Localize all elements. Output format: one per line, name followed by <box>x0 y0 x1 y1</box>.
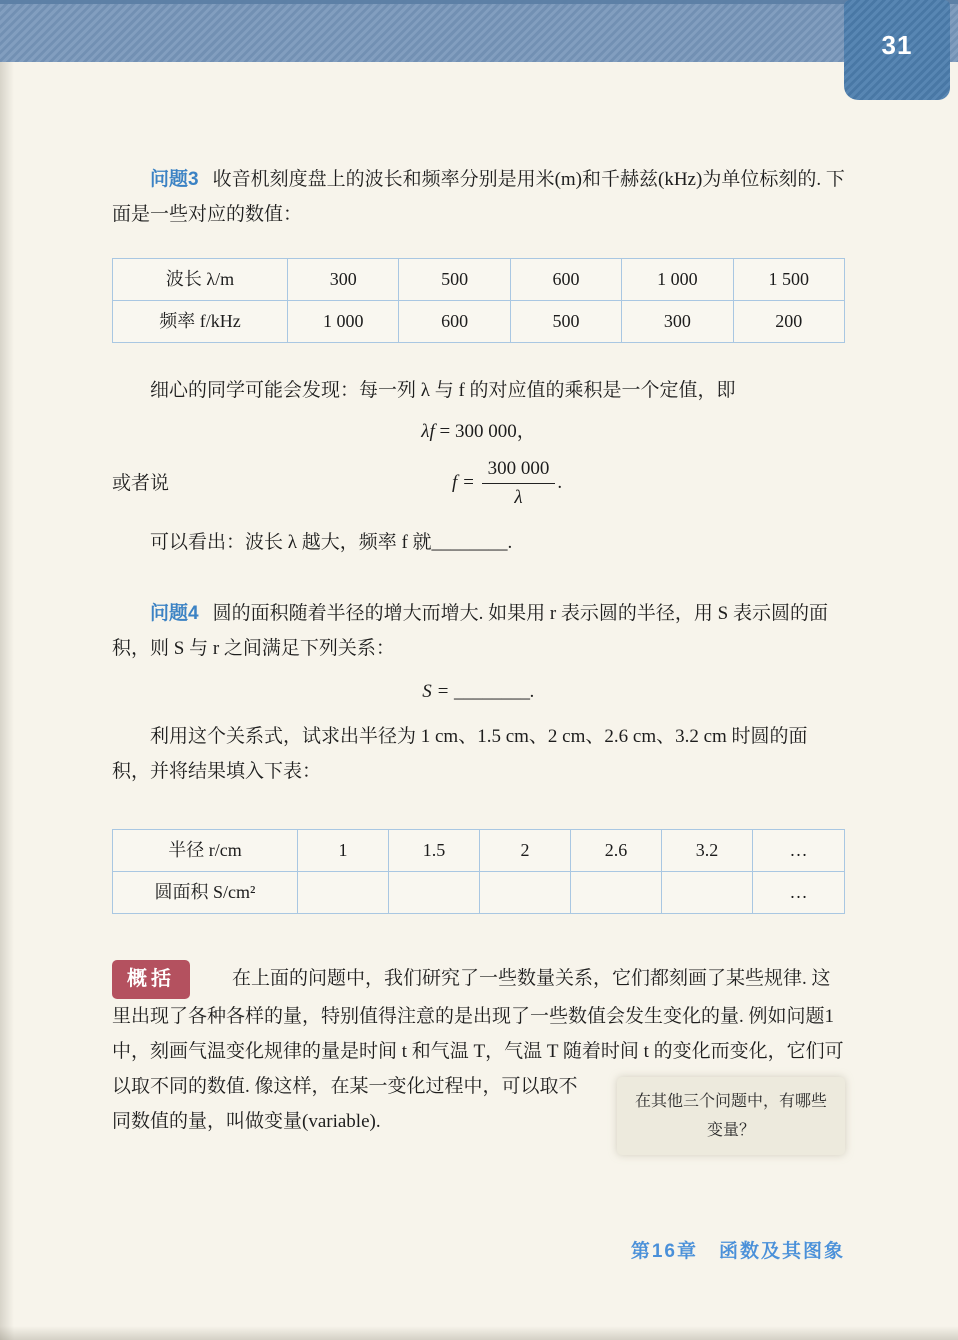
row-header-area: 圆面积 S/cm² <box>113 872 298 914</box>
summary-badge: 概括 <box>112 960 190 999</box>
table-cell: 600 <box>510 259 621 301</box>
formula-variables: λf <box>421 421 435 442</box>
table-cell: 1 <box>298 830 389 872</box>
table-cell: 1 500 <box>733 259 844 301</box>
page-number: 31 <box>881 30 913 60</box>
table-row <box>113 872 845 914</box>
summary-text-1: 在上面的问题中，我们研究了一些数量关系，它们都刻画了某些规律. 这里出现了各种各样的量，特别值得注意的是出现了一些数值会发生变化的量. 例如问题1中，刻画气温变化规律的量是时间 t 和气温 T，气温 T 随着时间 t 的变化而变化，它们可以取不同的 <box>112 967 844 1097</box>
problem3-label: 问题3 <box>150 169 199 190</box>
table-cell: 500 <box>510 301 621 343</box>
observation-text: 细心的同学可能会发现：每一列 λ 与 f 的对应值的乘积是一个定值，即 <box>150 380 736 401</box>
table-cell: 300 <box>288 259 399 301</box>
table-cell: 2 <box>480 830 571 872</box>
summary-paragraph <box>112 960 845 1139</box>
row-header-frequency: 频率 f/kHz <box>113 301 288 343</box>
table-cell: … <box>753 872 845 914</box>
page-content <box>112 62 845 1159</box>
table-row <box>113 301 845 343</box>
conclusion-text: 可以看出：波长 λ 越大，频率 f 就________. <box>150 532 513 553</box>
table-cell-empty <box>298 872 389 914</box>
table-cell: 1 000 <box>622 259 733 301</box>
table-cell-empty <box>480 872 571 914</box>
table-cell: 600 <box>399 301 510 343</box>
or-say-text: 或者说 <box>112 472 170 494</box>
table-cell: 300 <box>622 301 733 343</box>
problem4-label: 问题4 <box>150 603 199 624</box>
area-relation-formula: S = ________. <box>422 681 535 702</box>
problem4-paragraph <box>112 596 845 666</box>
fraction-numerator: 300 000 <box>482 456 556 484</box>
table-cell: 1 000 <box>288 301 399 343</box>
table-cell: 2.6 <box>571 830 662 872</box>
chapter-footer: 第16章 函数及其图象 <box>630 1241 845 1262</box>
table-cell-empty <box>571 872 662 914</box>
product-formula <box>112 414 845 449</box>
table-row <box>113 830 845 872</box>
table-cell: 1.5 <box>389 830 480 872</box>
table-cell-empty <box>389 872 480 914</box>
fraction <box>482 456 556 511</box>
table-cell: 200 <box>733 301 844 343</box>
wavelength-frequency-table <box>112 258 845 343</box>
row-header-wavelength: 波长 λ/m <box>113 259 288 301</box>
radius-area-table <box>112 829 845 914</box>
table-row <box>113 259 845 301</box>
table-cell-empty <box>662 872 753 914</box>
summary-text-2: 数值. 像这样，在某一变化过程中，可以取不同数值的量，叫做变量(variable). <box>112 1076 578 1132</box>
problem3-paragraph <box>112 162 845 232</box>
side-note-box <box>617 1077 845 1155</box>
row-header-radius: 半径 r/cm <box>113 830 298 872</box>
table-cell: 500 <box>399 259 510 301</box>
utilize-text: 利用这个关系式，试求出半径为 1 cm、1.5 cm、2 cm、2.6 cm、3.2 cm 时圆的面积，并将结果填入下表： <box>112 726 808 782</box>
formula-rest: = 300 000， <box>434 421 536 442</box>
table-cell: … <box>753 830 845 872</box>
table-cell: 3.2 <box>662 830 753 872</box>
problem4-intro-text: 圆的面积随着半径的增大而增大. 如果用 r 表示圆的半径，用 S 表示圆的面积，则 S 与 r 之间满足下列关系： <box>112 603 828 659</box>
top-decoration-band <box>0 0 958 62</box>
fraction-denominator: λ <box>514 486 523 508</box>
fraction-formula <box>169 456 845 511</box>
fraction-period: . <box>557 471 563 493</box>
side-note-text: 在其他三个问题中，有哪些变量？ <box>634 1093 827 1139</box>
fraction-lhs: f = <box>451 471 475 493</box>
problem3-intro-text: 收音机刻度盘上的波长和频率分别是用米(m)和千赫兹(kHz)为单位标刻的. 下面是一些对应的数值： <box>112 169 845 225</box>
fraction-formula-line <box>112 451 845 515</box>
page-number-tab <box>844 0 950 100</box>
